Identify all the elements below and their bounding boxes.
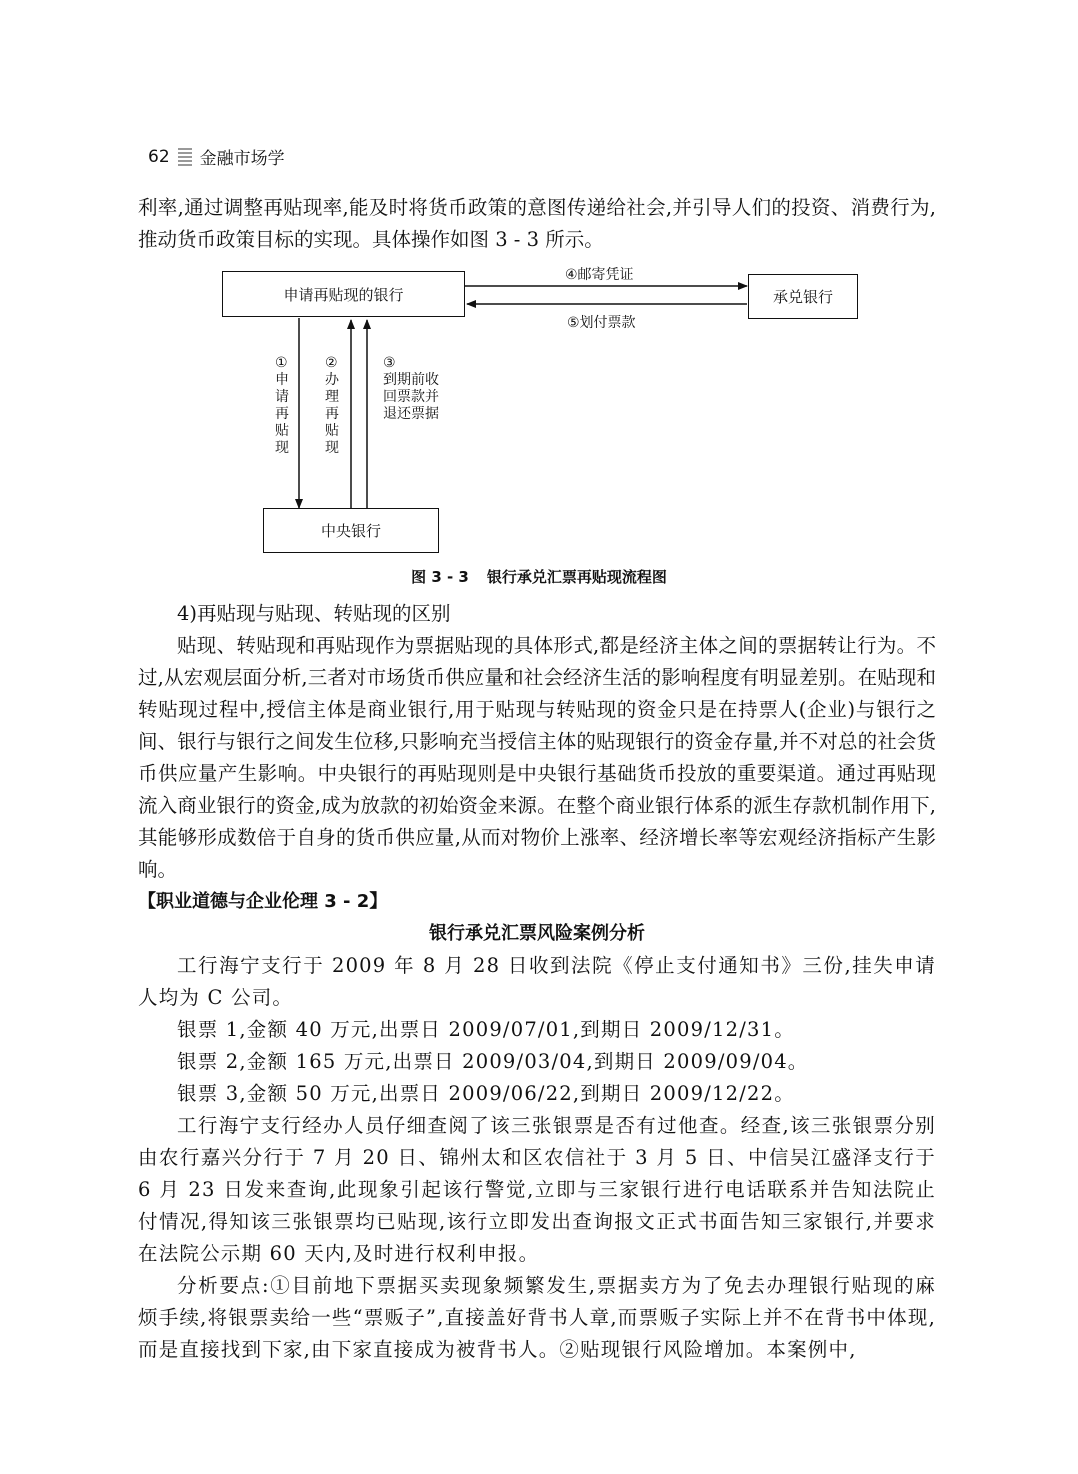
case-title: 银行承兑汇票风险案例分析 [429,923,645,944]
intro-text [138,192,936,256]
intro-paragraph: 利率,通过调整再贴现率,能及时将货币政策的意图传递给社会,并引导人们的投资、消费行为,推动货币政策目标的实现。具体操作如图 3 - 3 所示。 [138,196,936,251]
case-bill-3: 银票 3,金额 50 万元,出票日 2009/06/22,到期日 2009/12/22。 [177,1082,795,1105]
case-paragraph-2: 工行海宁支行经办人员仔细查阅了该三张银票是否有过他查。经查,该三张银票分别由农行嘉兴分行于 7 月 20 日、锦州太和区农信社于 3 月 5 日、中信吴江盛泽支行于 6 月 23 日发来查询,此现象引起该行警觉,立即与三家银行进行电话联系并告知法院止付情况,得知该三张银票均已贴现,该行立即发出查询报文正式书面告知三家银行,并要求在法院公示期 60 天内,及时进行权利申报。 [138,1114,936,1265]
ethics-tag: 【职业道德与企业伦理 3 - 2】 [138,891,388,912]
case-bill-2: 银票 2,金额 165 万元,出票日 2009/03/04,到期日 2009/09/04。 [177,1050,809,1073]
main-text [138,598,936,1366]
label-return-bills: 到期前收回票款并退还票据 [383,372,439,422]
figure-title: 银行承兑汇票再贴现流程图 [486,568,667,586]
box-applicant-bank: 申请再贴现的银行 [222,271,465,317]
figure-number: 图 3 - 3 [411,568,469,586]
case-body [138,950,936,1366]
rediscount-flow-diagram [215,262,865,557]
label-mail-voucher: ④邮寄凭证 [565,267,634,283]
label-handle-rediscount: 办理再贴现 [325,372,339,456]
book-title: 金融市场学 [199,149,285,169]
header-bar-icon [178,148,192,166]
label-step1-number: ① [275,355,288,371]
case-bill-1: 银票 1,金额 40 万元,出票日 2009/07/01,到期日 2009/12/31。 [177,1018,795,1041]
page-number: 62 [148,146,170,167]
box-acceptor-bank: 承兑银行 [748,274,858,319]
section-body: 贴现、转贴现和再贴现作为票据贴现的具体形式,都是经济主体之间的票据转让行为。不过,从宏观层面分析,三者对市场货币供应量和社会经济生活的影响程度有明显差别。在贴现和转贴现过程中,授信主体是商业银行,用于贴现与转贴现的资金只是在持票人(企业)与银行之间、银行与银行之间发生位移,只影响充当授信主体的贴现银行的资金存量,并不对总的社会货币供应量产生影响。中央银行的再贴现则是中央银行基础货币投放的重要渠道。通过再贴现流入商业银行的资金,成为放款的初始资金来源。在整个商业银行体系的派生存款机制作用下,其能够形成数倍于自身的货币供应量,从而对物价上涨率、经济增长率等宏观经济指标产生影响。 [138,634,936,881]
label-apply-rediscount: 申请再贴现 [275,372,289,456]
page-header [148,144,285,169]
label-step2-number: ② [325,355,338,371]
case-paragraph-1: 工行海宁支行于 2009 年 8 月 28 日收到法院《停止支付通知书》三份,挂失申请人均为 C 公司。 [138,954,936,1009]
label-transfer-payment: ⑤划付票款 [567,315,636,331]
case-analysis: 分析要点:①目前地下票据买卖现象频繁发生,票据卖方为了免去办理银行贴现的麻烦手续,将银票卖给一些“票贩子”,直接盖好背书人章,而票贩子实际上并不在背书中体现,而是直接找到下家,由下家直接成为被背书人。②贴现银行风险增加。本案例中, [138,1274,936,1361]
label-step3-number: ③ [383,355,396,371]
box-central-bank: 中央银行 [263,508,439,553]
section-heading: 4)再贴现与贴现、转贴现的区别 [177,602,451,625]
figure-caption [0,566,1078,587]
